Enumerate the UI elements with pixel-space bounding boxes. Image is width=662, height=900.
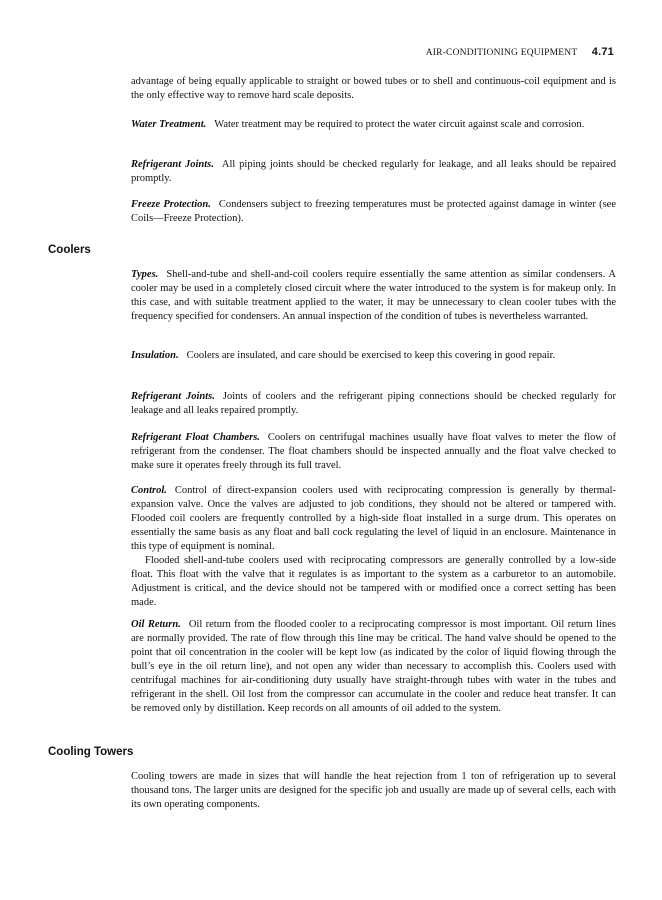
water-treatment-paragraph: [131, 118, 616, 132]
cooling-towers-heading: Cooling Towers: [48, 746, 134, 758]
control-paragraph: [131, 484, 616, 554]
oil-return-paragraph: [131, 618, 616, 716]
running-title: AIR-CONDITIONING EQUIPMENT: [425, 48, 578, 58]
cooler-refrigerant-joints-title: Refrigerant Joints.: [131, 391, 215, 402]
oil-return-title: Oil Return.: [131, 619, 181, 630]
control-title: Control.: [131, 485, 167, 496]
refrigerant-joints-paragraph: [131, 158, 616, 186]
freeze-protection-text: Condensers subject to freezing temperatures must be protected against damage in winter (see Coils—Freeze Protection).: [131, 199, 616, 224]
intro-continuation: [131, 75, 616, 103]
control-section: [131, 484, 616, 610]
freeze-protection-section: [131, 198, 616, 226]
insulation-text: Coolers are insulated, and care should be exercised to keep this covering in good repair.: [186, 350, 556, 361]
cooling-towers-section: [131, 770, 616, 812]
cooler-refrigerant-joints-paragraph: [131, 390, 616, 418]
cooler-refrigerant-joints-section: [131, 390, 616, 418]
float-chambers-title: Refrigerant Float Chambers.: [131, 432, 260, 443]
control-paragraph-2: Flooded shell-and-tube coolers used with reciprocating compressors are generally controlled by a low-side float. This float with the valve that it regulates is as important to the system as a carburetor to an automobile. Adjustment is critical, and the device should not be tampered with or modified once a correct setting has been made.: [131, 555, 616, 608]
refrigerant-joints-section: [131, 158, 616, 186]
water-treatment-title: Water Treatment.: [131, 119, 207, 130]
refrigerant-joints-title: Refrigerant Joints.: [131, 159, 214, 170]
oil-return-text: Oil return from the flooded cooler to a reciprocating compressor is most important. Oil return lines are normally provided. The rate of flow through this line may be critical. The hand valve should be opened to the point that oil concentration in the cooler will be kept low (as indicated by the color of liquid flowing through the bull’s eye in the oil return line), and not open any wider than necessary to accomplish this. Coolers used with centrifugal machines for air-conditioning duty usually have straight-through tubes with water in the tubes and refrigerant in the shell. Oil lost from the compressor can accumulate in the cooler and reduce heat transfer. It can be removed only by distillation. Keep records on all amounts of oil added to the system.: [131, 619, 616, 714]
float-chambers-paragraph: [131, 431, 616, 473]
page-number: 4.71: [591, 46, 614, 58]
coolers-heading: Coolers: [48, 244, 91, 256]
refrigerant-joints-text: All piping joints should be checked regularly for leakage, and all leaks should be repaired promptly.: [131, 159, 616, 184]
types-text: Shell-and-tube and shell-and-coil coolers require essentially the same attention as similar condensers. A cooler may be used in a completely closed circuit where the water introduced to the system is for makeup only. In this case, and with suitable treatment applied to the water, it may be unnecessary to clean cooler tubes with the frequency specified for condensers. An annual inspection of the condition of tubes is nevertheless warranted.: [131, 269, 616, 322]
water-treatment-section: [131, 118, 616, 132]
intro-paragraph: advantage of being equally applicable to straight or bowed tubes or to shell and continuous-coil equipment and is the only effective way to remove hard scale deposits.: [131, 76, 616, 101]
types-section: [131, 268, 616, 324]
oil-return-section: [131, 618, 616, 716]
float-chambers-text: Coolers on centrifugal machines usually have float valves to meter the flow of refrigerant from the condenser. The float chambers should be inspected annually and the float valve checked to make sure it operates freely through its full travel.: [131, 432, 616, 471]
types-title: Types.: [131, 269, 159, 280]
freeze-protection-title: Freeze Protection.: [131, 199, 211, 210]
cooler-refrigerant-joints-text: Joints of coolers and the refrigerant piping connections should be checked regularly for leakage and all leaks repaired promptly.: [131, 391, 616, 416]
water-treatment-text: Water treatment may be required to protect the water circuit against scale and corrosion.: [214, 119, 585, 130]
insulation-title: Insulation.: [131, 350, 179, 361]
cooling-towers-paragraph: Cooling towers are made in sizes that will handle the heat rejection from 1 ton of refrigeration up to several thousand tons. The larger units are designed for the specific job and usually are made up of several cells, each with its own operating components.: [131, 771, 616, 810]
freeze-protection-paragraph: [131, 198, 616, 226]
types-paragraph: [131, 268, 616, 324]
float-chambers-section: [131, 431, 616, 473]
insulation-section: [131, 349, 616, 363]
insulation-paragraph: [131, 349, 616, 363]
control-text: Control of direct-expansion coolers used with reciprocating compression is generally by thermal-expansion valve. Once the valves are adjusted to job conditions, they should not be altered or tampered with. Flooded coil coolers are frequently controlled by a high-side float installed in a surge drum. This operates on essentially the same basis as any float and ball cock regulating the level of liquid in an enclosure. Maintenance in this type of equipment is nominal.: [131, 485, 616, 552]
running-head: [426, 46, 614, 58]
